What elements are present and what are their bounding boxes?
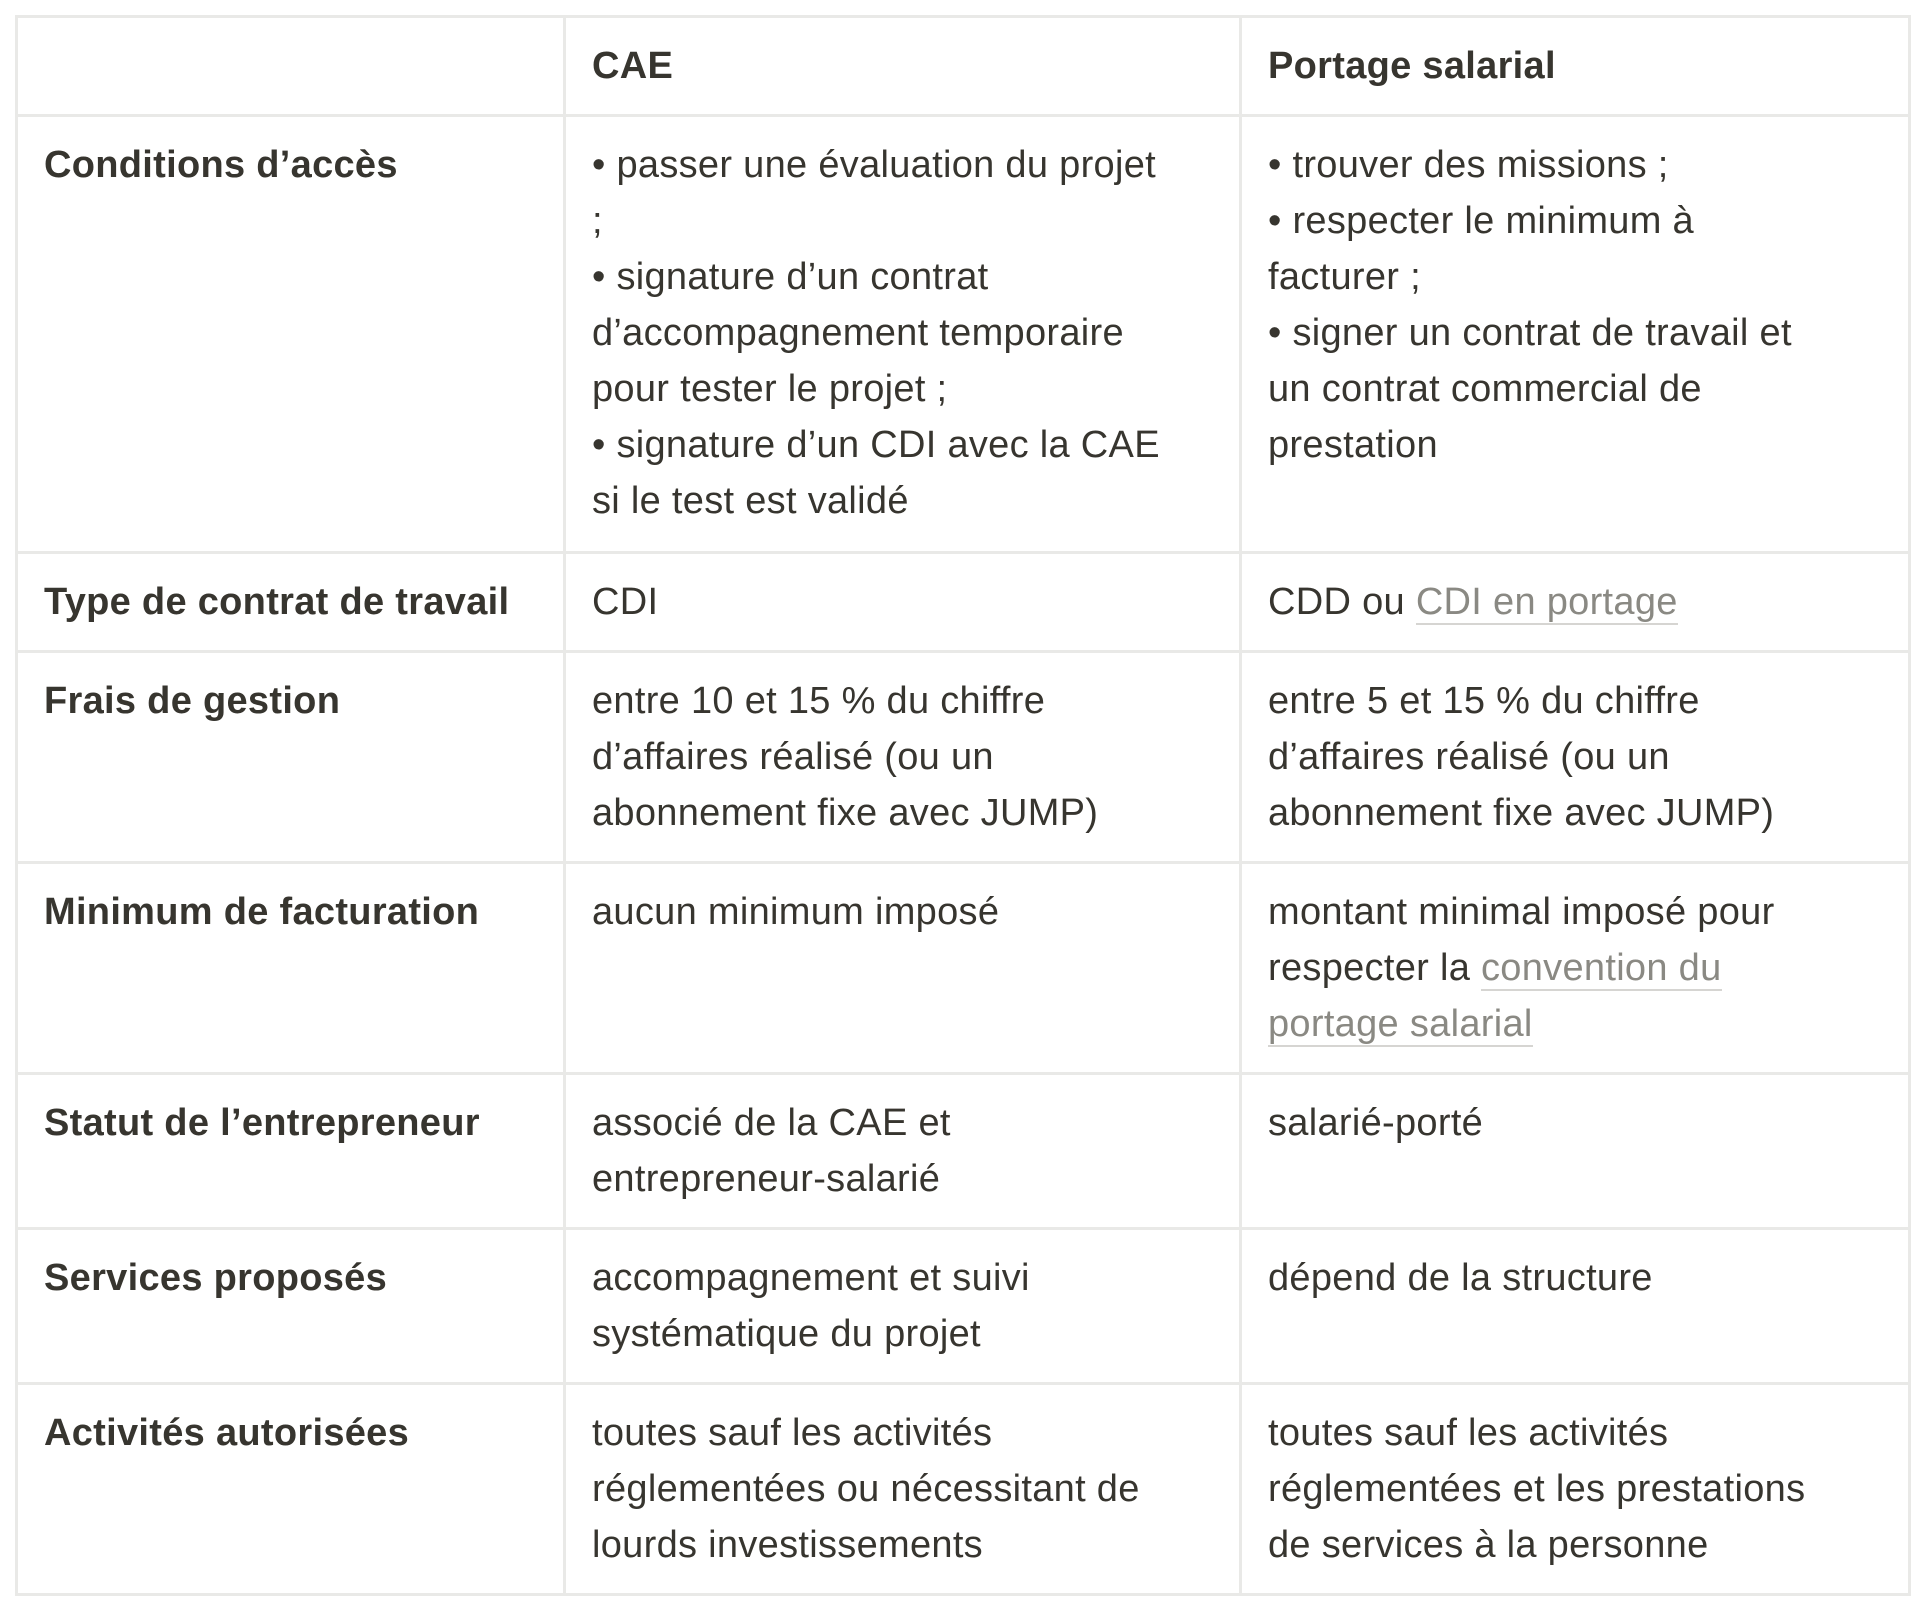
cell-conditions-portage xyxy=(1241,116,1910,553)
text-line: entre 10 et 15 % du chiffre xyxy=(592,680,1046,722)
text-line: CDI xyxy=(592,581,659,623)
link-cdi-en-portage[interactable]: CDI en portage xyxy=(1415,581,1678,623)
text-line: • respecter le minimum à xyxy=(1268,200,1694,242)
row-label-fees: Frais de gestion xyxy=(17,652,565,863)
text-line: ; xyxy=(592,200,603,242)
link-convention-portage-salarial-continued[interactable]: portage salarial xyxy=(1268,1003,1533,1045)
text-line: réglementées ou nécessitant de xyxy=(592,1468,1140,1510)
header-cell-empty xyxy=(17,17,565,116)
text-line: aucun minimum imposé xyxy=(592,891,1000,933)
table-row-status xyxy=(17,1074,1910,1229)
table-row-conditions xyxy=(17,116,1910,553)
text-line: entre 5 et 15 % du chiffre xyxy=(1268,680,1700,722)
cell-status-portage xyxy=(1241,1074,1910,1229)
text-line: si le test est validé xyxy=(592,480,909,522)
text-line: d’affaires réalisé (ou un xyxy=(592,736,994,778)
cell-fees-portage xyxy=(1241,652,1910,863)
text-line: • passer une évaluation du projet xyxy=(592,144,1157,186)
text-line: accompagnement et suivi xyxy=(592,1257,1030,1299)
cell-status-cae xyxy=(565,1074,1241,1229)
text-line: abonnement fixe avec JUMP) xyxy=(1268,792,1775,834)
text-line xyxy=(1268,940,1882,996)
text-line: entrepreneur-salarié xyxy=(592,1158,941,1200)
table-header-row xyxy=(17,17,1910,116)
table-row-contract-type xyxy=(17,553,1910,652)
row-label-conditions: Conditions d’accès xyxy=(17,116,565,553)
comparison-table xyxy=(15,15,1911,1596)
row-label-contract-type: Type de contrat de travail xyxy=(17,553,565,652)
text-fragment: CDD ou xyxy=(1268,581,1416,623)
text-line: toutes sauf les activités xyxy=(592,1412,993,1454)
cell-contract-type-portage xyxy=(1241,553,1910,652)
text-line: de services à la personne xyxy=(1268,1524,1709,1566)
text-line: d’affaires réalisé (ou un xyxy=(1268,736,1670,778)
text-line: facturer ; xyxy=(1268,256,1421,298)
row-label-billing-minimum: Minimum de facturation xyxy=(17,863,565,1074)
text-line: systématique du projet xyxy=(592,1313,981,1355)
table-row-activities xyxy=(17,1384,1910,1595)
text-line: • signer un contrat de travail et xyxy=(1268,312,1792,354)
row-label-status: Statut de l’entrepreneur xyxy=(17,1074,565,1229)
cell-billing-minimum-cae xyxy=(565,863,1241,1074)
cell-billing-minimum-portage xyxy=(1241,863,1910,1074)
text-line: un contrat commercial de xyxy=(1268,368,1702,410)
text-line: lourds investissements xyxy=(592,1524,983,1566)
text-line: prestation xyxy=(1268,424,1438,466)
text-line: • trouver des missions ; xyxy=(1268,144,1669,186)
text-line: abonnement fixe avec JUMP) xyxy=(592,792,1099,834)
text-line: d’accompagnement temporaire xyxy=(592,312,1124,354)
cell-activities-cae xyxy=(565,1384,1241,1595)
text-line: toutes sauf les activités xyxy=(1268,1412,1669,1454)
row-label-services: Services proposés xyxy=(17,1229,565,1384)
cell-activities-portage xyxy=(1241,1384,1910,1595)
text-line: salarié-porté xyxy=(1268,1102,1484,1144)
row-label-activities: Activités autorisées xyxy=(17,1384,565,1595)
table-row-billing-minimum xyxy=(17,863,1910,1074)
link-convention-portage-salarial[interactable]: convention du xyxy=(1481,947,1722,989)
cell-contract-type-cae xyxy=(565,553,1241,652)
text-line: • signature d’un CDI avec la CAE xyxy=(592,424,1160,466)
header-cell-cae: CAE xyxy=(565,17,1241,116)
table-row-services xyxy=(17,1229,1910,1384)
text-fragment: respecter la xyxy=(1268,947,1481,989)
text-line xyxy=(1268,996,1882,1052)
cell-fees-cae xyxy=(565,652,1241,863)
table-row-fees xyxy=(17,652,1910,863)
text-line: • signature d’un contrat xyxy=(592,256,989,298)
text-line: réglementées et les prestations xyxy=(1268,1468,1806,1510)
cell-services-cae xyxy=(565,1229,1241,1384)
text-line: montant minimal imposé pour xyxy=(1268,891,1775,933)
header-cell-portage: Portage salarial xyxy=(1241,17,1910,116)
text-line: associé de la CAE et xyxy=(592,1102,951,1144)
text-line: pour tester le projet ; xyxy=(592,368,948,410)
text-line: dépend de la structure xyxy=(1268,1257,1653,1299)
cell-conditions-cae xyxy=(565,116,1241,553)
cell-services-portage xyxy=(1241,1229,1910,1384)
